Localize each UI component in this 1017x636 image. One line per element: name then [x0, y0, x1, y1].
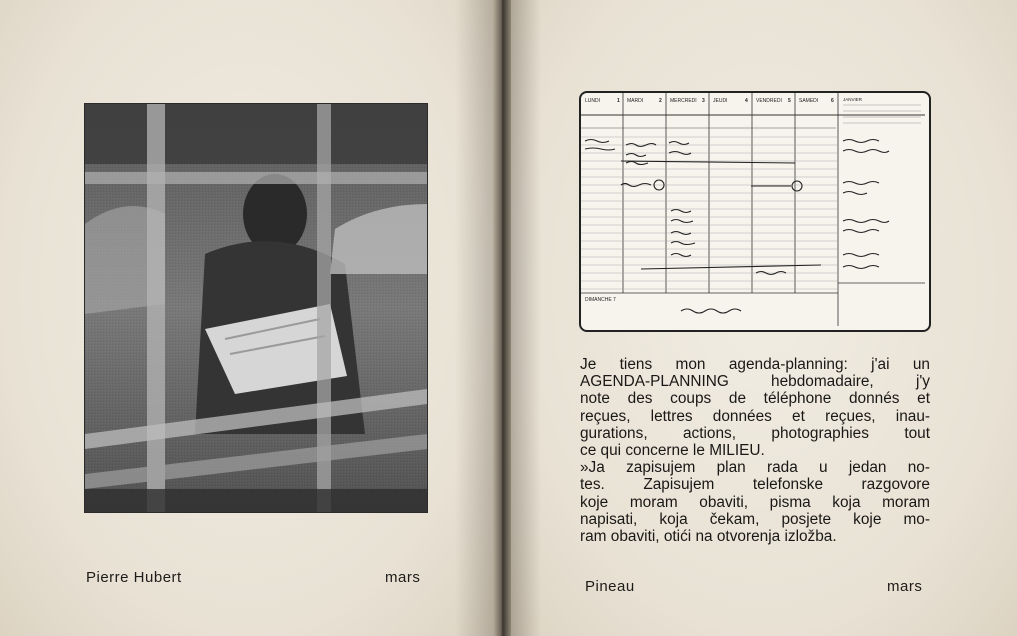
agenda-planning-illustration — [579, 91, 931, 332]
left-footer-name: Pierre Hubert — [86, 569, 182, 586]
body-text-line: »Ja zapisujem plan rada u jedan no- — [580, 459, 930, 477]
right-page-curve-shadow — [511, 0, 541, 636]
agenda-day-number: 5 — [788, 98, 791, 104]
left-footer-month: mars — [385, 569, 421, 586]
agenda-day-label: MARDI — [627, 98, 644, 104]
agenda-day-label: SAMEDI — [799, 98, 819, 104]
agenda-day-label: LUNDI — [585, 98, 601, 104]
left-page-curve-shadow — [455, 0, 493, 636]
body-text-line: ram obaviti, otići na otvorenja izložba. — [580, 528, 837, 546]
book-gutter — [493, 0, 511, 636]
body-text-line: Je tiens mon agenda-planning: j'ai un — [580, 356, 930, 373]
body-text-line: AGENDA-PLANNING hebdomadaire, j'y — [580, 373, 930, 391]
body-text — [580, 356, 930, 545]
photo-graphic — [85, 104, 427, 512]
body-text-line: tes. Zapisujem telefonske razgovore — [580, 476, 930, 494]
agenda-day-label: MERCREDI — [670, 98, 697, 104]
body-text-line: reçues, lettres données et reçues, inau- — [580, 407, 930, 425]
agenda-day-number: 4 — [745, 98, 748, 104]
right-footer-name: Pineau — [585, 578, 635, 595]
body-text-line: koje moram obaviti, pisma koja moram — [580, 493, 930, 511]
left-page — [0, 0, 493, 636]
body-text-line: gurations, actions, photographies tout — [580, 424, 930, 442]
photograph-window-reflection — [84, 103, 428, 513]
agenda-month-header: JANVIER — [843, 97, 863, 102]
body-text-line: napisati, koja čekam, posjete koje mo- — [580, 510, 930, 528]
agenda-sunday-label: DIMANCHE 7 — [585, 297, 616, 303]
agenda-day-label: VENDREDI — [756, 98, 782, 104]
right-footer-month: mars — [887, 578, 923, 595]
agenda-graphic — [581, 93, 925, 326]
agenda-day-number: 3 — [702, 98, 705, 104]
agenda-day-number: 2 — [659, 98, 662, 104]
agenda-day-number: 1 — [617, 98, 620, 104]
body-text-line: ce qui concerne le MILIEU. — [580, 442, 765, 460]
agenda-day-label: JEUDI — [713, 98, 728, 104]
agenda-day-number: 6 — [831, 98, 834, 104]
body-text-line: note des coups de téléphone donnés et — [580, 390, 930, 408]
